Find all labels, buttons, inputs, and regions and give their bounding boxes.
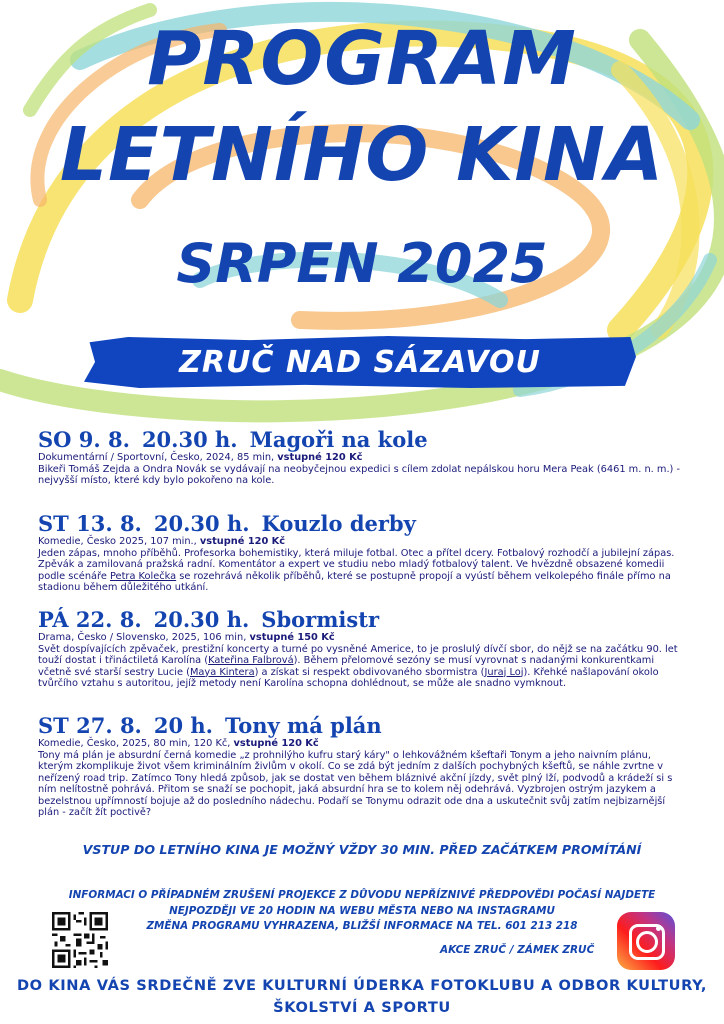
person-link[interactable]: Maya Kintera	[189, 666, 255, 678]
event-time: 20.30 h.	[153, 511, 250, 536]
event-meta	[38, 632, 688, 644]
event-description	[38, 644, 688, 690]
event-date: SO 9. 8.	[38, 427, 130, 452]
info-line: ZMĚNA PROGRAMU VYHRAZENA, BLIŽŠÍ INFORMACE NA TEL. 601 213 218	[146, 920, 578, 932]
info-line: NEJPOZDĚJI VE 20 HODIN NA WEBU MĚSTA NEBO NA INSTAGRAMU	[169, 904, 555, 917]
desc-text: se rozehrává několik příběhů, které se postupně propojí a vyústí během velkolepého finále přímo na stadionu během důležitého utkání.	[38, 570, 671, 594]
event-meta-text: Drama, Česko / Slovensko, 2025, 106 min,	[38, 632, 247, 643]
event-item	[38, 608, 688, 690]
event-price: vstupné 150 Kč	[249, 632, 335, 643]
event-meta	[38, 452, 688, 464]
event-meta-text: Komedie, Česko 2025, 107 min.,	[38, 536, 197, 547]
event-heading	[38, 714, 688, 738]
instagram-icon[interactable]	[617, 912, 675, 970]
event-item	[38, 512, 688, 594]
event-item	[38, 714, 688, 819]
poster-subtitle: SRPEN 2025	[176, 232, 548, 295]
event-heading	[38, 608, 688, 632]
location-label: ZRUČ NAD SÁZAVOU	[179, 344, 541, 380]
social-handle: AKCE ZRUČ / ZÁMEK ZRUČ	[440, 944, 595, 956]
event-price: vstupné 120 Kč	[277, 452, 363, 463]
person-link[interactable]: Kateřina Falbrová	[208, 655, 294, 667]
person-link[interactable]: Petra Kolečka	[109, 570, 177, 582]
event-date: ST 27. 8.	[38, 713, 142, 738]
person-link[interactable]: Juraj Loj	[484, 666, 524, 678]
qr-code-icon[interactable]	[52, 912, 108, 968]
event-title: Sbormistr	[261, 607, 380, 632]
event-time: 20 h.	[153, 713, 213, 738]
event-heading	[38, 512, 688, 536]
invitation-footer	[0, 975, 724, 1019]
desc-text: ) a získat si respekt obdivovaného sbormistra (	[254, 666, 485, 678]
event-heading	[38, 428, 688, 452]
event-title: Magoři na kole	[249, 427, 428, 452]
footer-line: ŠKOLSTVÍ A SPORTU	[273, 999, 451, 1016]
footer-line: DO KINA VÁS SRDEČNĚ ZVE KULTURNÍ ÚDERKA FOTOKLUBU A ODBOR KULTURY,	[16, 977, 708, 994]
event-meta	[38, 536, 688, 548]
event-price: vstupné 120 Kč	[233, 738, 319, 749]
event-time: 20.30 h.	[141, 427, 238, 452]
event-title: Kouzlo derby	[261, 511, 416, 536]
event-meta	[38, 738, 688, 750]
event-price: vstupné 120 Kč	[199, 536, 286, 547]
poster-title-line2: LETNÍHO KINA	[59, 112, 665, 198]
instagram-lens	[636, 931, 658, 953]
event-description	[38, 548, 688, 594]
event-title: Tony má plán	[225, 713, 382, 738]
info-line: INFORMACI O PŘÍPADNÉM ZRUŠENÍ PROJEKCE Z DŮVODU NEPŘÍZNIVÉ PŘEDPOVĚDI POČASÍ NAJDETE	[68, 889, 656, 901]
event-meta-text: Dokumentární / Sportovní, Česko, 2024, 85 min,	[38, 452, 275, 463]
info-notice	[0, 888, 724, 935]
instagram-dot	[656, 926, 661, 931]
event-description: Bikeři Tomáš Zejda a Ondra Novák se vydávají na neobyčejnou expedici s cílem zdolat nepálskou horu Mera Peak (6461 m. n. m.) - nejvyšší místo, které kdy bylo pokořeno na kole.	[38, 463, 681, 487]
entry-notice: VSTUP DO LETNÍHO KINA JE MOŽNÝ VŽDY 30 MIN. PŘED ZAČÁTKEM PROMÍTÁNÍ	[82, 842, 642, 857]
event-meta-text: Komedie, Česko, 2025, 80 min, 120 Kč,	[38, 738, 231, 749]
desc-text: Svět dospívajících zpěvaček, prestižní koncerty a turné po vysněné Americe, to je proslulý dívčí sbor, do nějž se na začátku 90. let touží dostat i třináctiletá Karolína (	[38, 643, 678, 667]
event-item	[38, 428, 688, 487]
event-date: PÁ 22. 8.	[38, 607, 142, 632]
event-description: Tony má plán je absurdní černá komedie „z prohnilýho kufru starý káry" o lehkovážném kšeftaři Tonym a jeho naivním plánu, kterým zkomplikuje život všem kriminálním živlům v okolí. Co se zdá být jedním z dalších pochybných kšeftů, se náhle zvrtne v neřízený road trip. Zatímco Tony hledá způsob, jak se dostat ven během bláznivé akční jízdy, svět plný lží, podvodů a krádeží si s ním nelítostně pohrává. Přitom se snaží se pochopit, jaká absurdní hra se to kolem něj odehrává. Vyzbrojen ostrým jazykem a bezelstnou upřímností bojuje až do posledního nádechu. Podaří se Tonymu odrazit ode dna a uskutečnit svůj zatím nejbizarnější plán - začít žít poctivě?	[38, 749, 673, 819]
desc-text: ). Křehké našlapování okolo tvůrčího vztahu s autoritou, jejíž metody není Karolína schopna dohlédnout, se může ale snadno vymknout.	[38, 666, 659, 690]
desc-text: Jeden zápas, mnoho příběhů. Profesorka bohemistiky, která miluje fotbal. Otec a přítel dcery. Fotbalový rozhodčí a jubilejní zápas. Zpěvák a zamilovaná pražská radní. Komentátor a expert ve studiu nebo mladý fotbalový talent. Ve hvězdně obsazené komedii podle scénáře	[38, 547, 675, 582]
event-time: 20.30 h.	[153, 607, 250, 632]
poster-title-line1: PROGRAM	[147, 16, 577, 102]
event-date: ST 13. 8.	[38, 511, 142, 536]
desc-text: ). Během přelomové sezóny se musí vyrovnat s nadanými konkurentkami včetně své starší sestry Lucie (	[38, 655, 655, 678]
